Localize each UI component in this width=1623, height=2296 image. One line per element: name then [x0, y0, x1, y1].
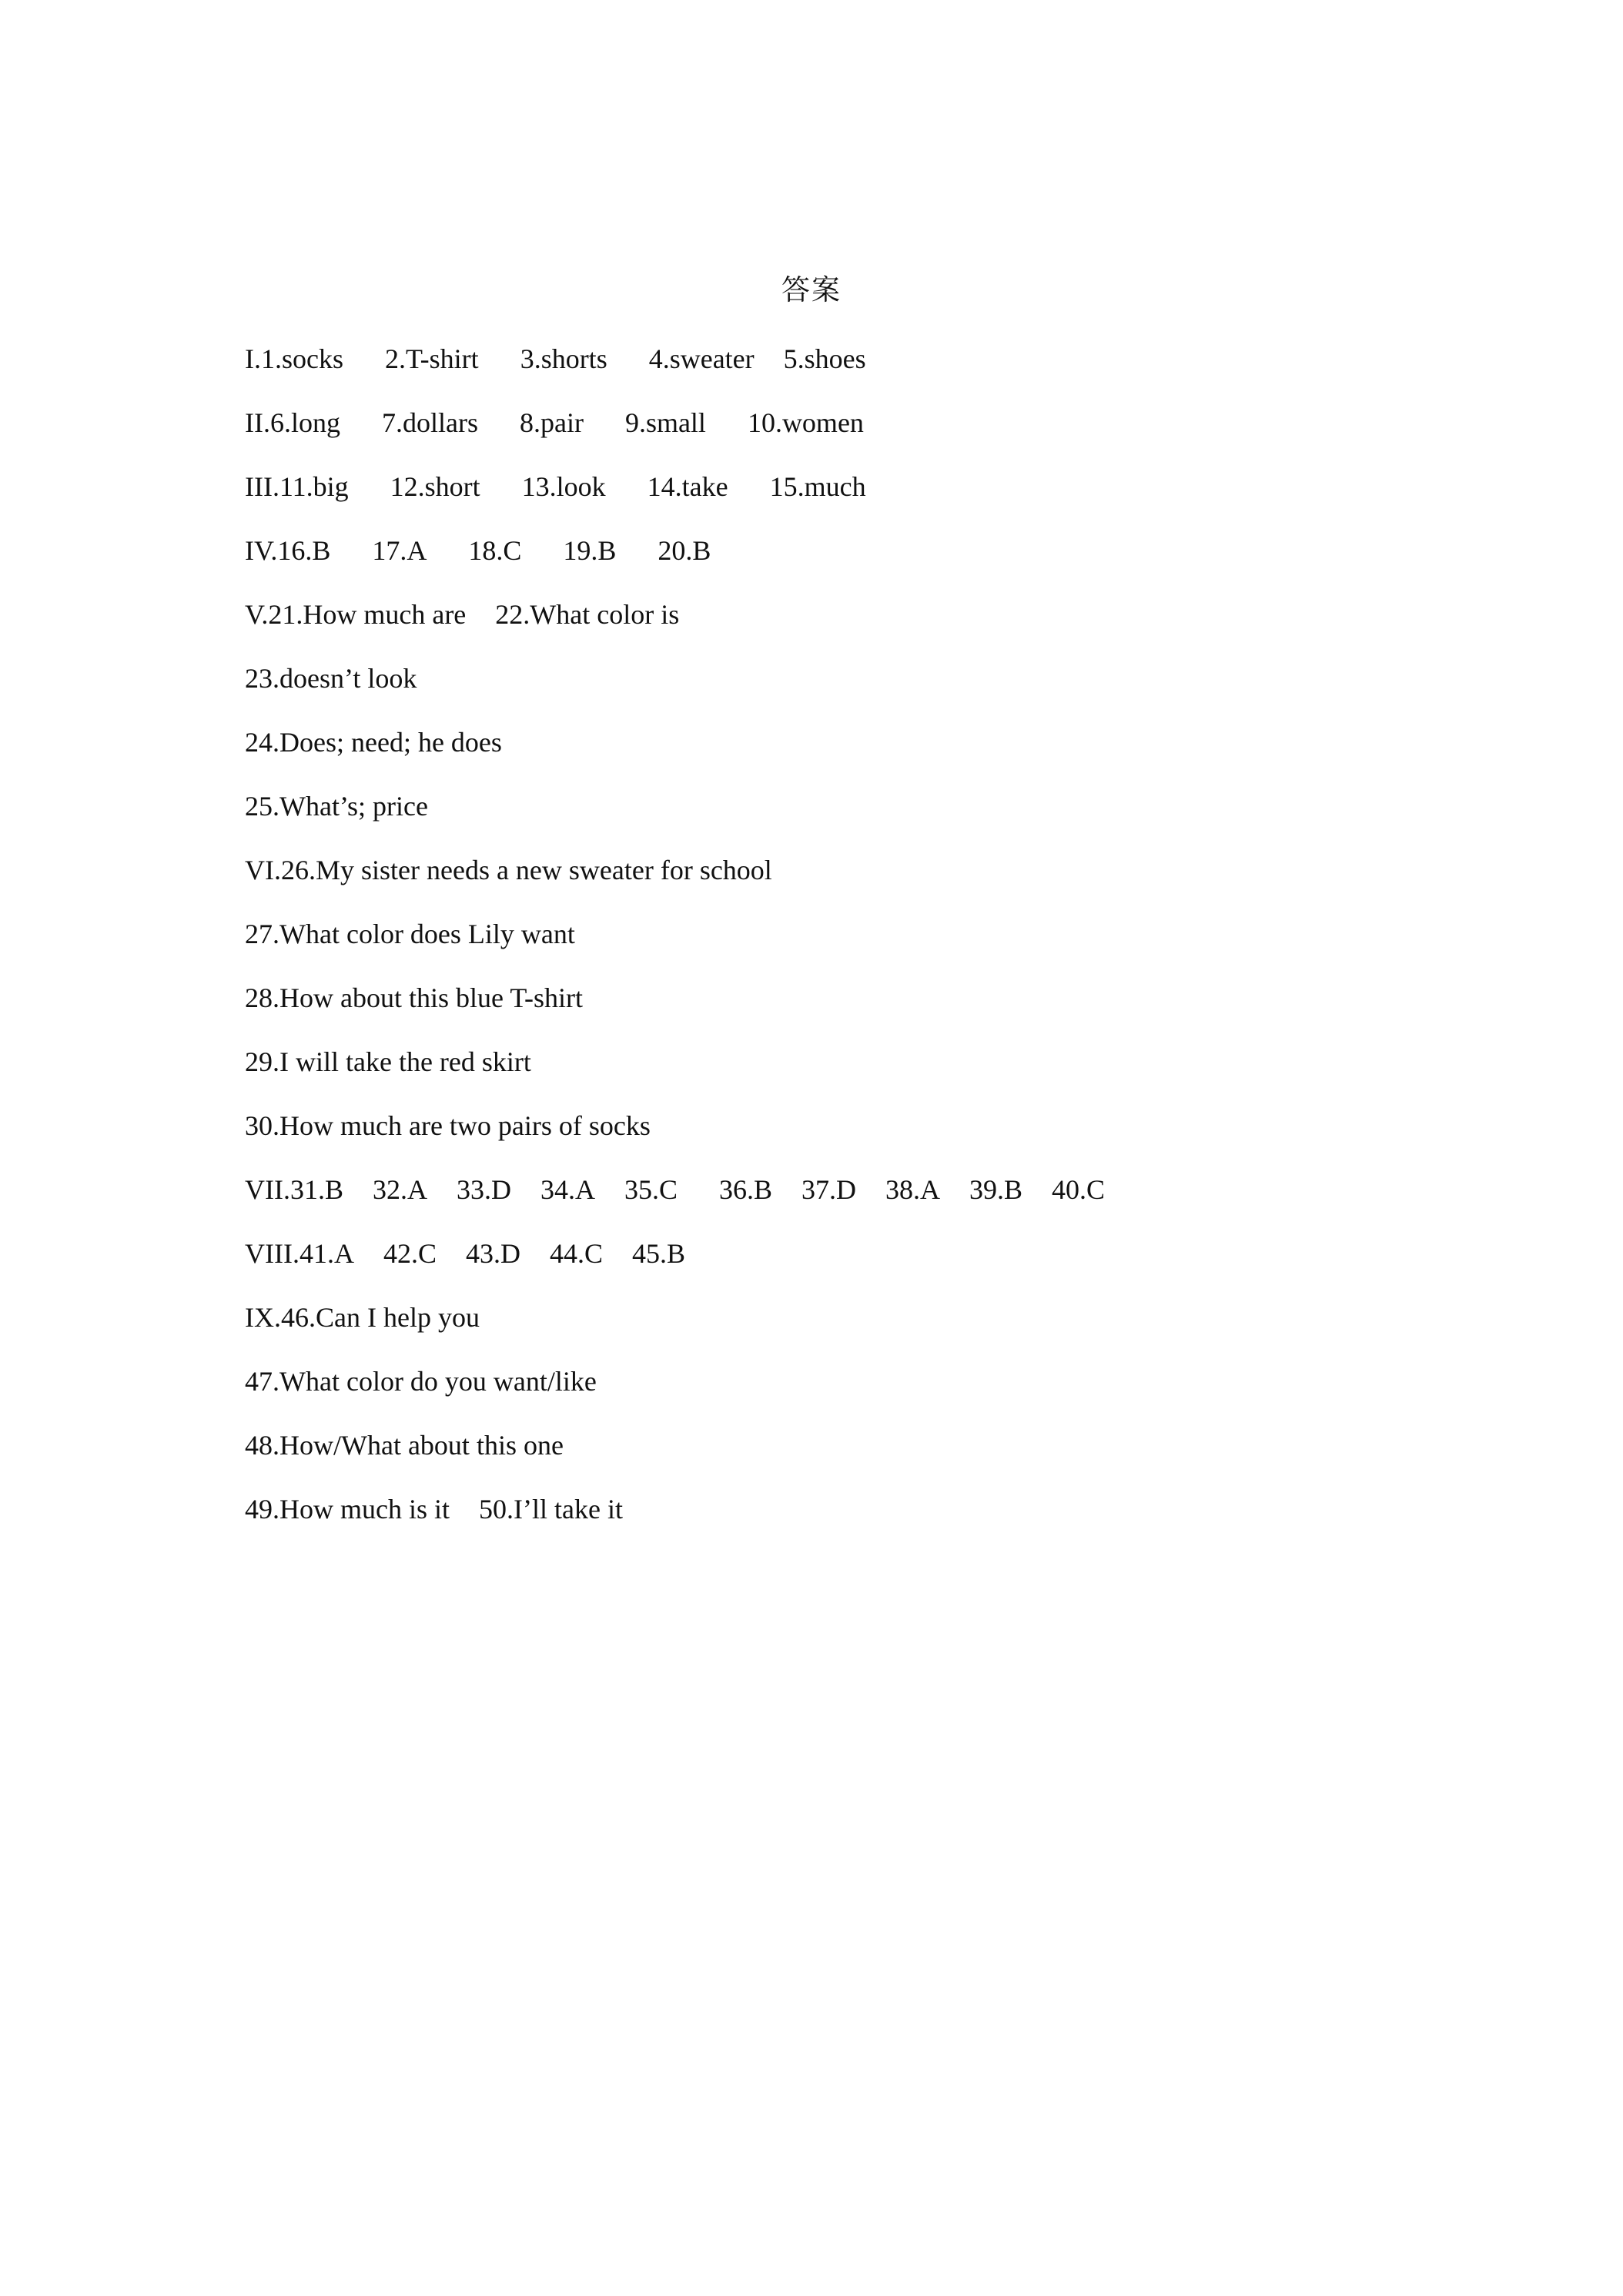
answer-item: 8.pair: [519, 407, 584, 438]
answer-item: IV.16.B: [245, 535, 331, 566]
answer-item: 13.look: [521, 471, 606, 502]
answer-item: 49.How much is it: [245, 1494, 450, 1525]
answer-item: 9.small: [624, 407, 706, 438]
answer-item: 37.D: [801, 1174, 857, 1205]
answer-line-section-4: [245, 531, 1469, 595]
answer-item: V.21.How much are: [245, 599, 467, 630]
answer-line-section-3: [245, 467, 1469, 531]
answer-item: 45.B: [632, 1238, 686, 1269]
answer-item: 34.A: [540, 1174, 595, 1205]
answer-item: 3.shorts: [520, 343, 607, 374]
answer-item: 19.B: [563, 535, 617, 566]
answer-item: 5.shoes: [783, 343, 866, 374]
answer-line-26: VI.26.My sister needs a new sweater for school: [245, 855, 772, 885]
answer-line-48: 48.How/What about this one: [245, 1430, 564, 1461]
answer-item: 4.sweater: [648, 343, 755, 374]
answer-line-47: 47.What color do you want/like: [245, 1366, 597, 1397]
answer-item: 40.C: [1052, 1174, 1106, 1205]
answer-item: 44.C: [549, 1238, 603, 1269]
answer-line-25: 25.What’s; price: [245, 791, 428, 822]
answer-item: 10.women: [747, 407, 864, 438]
answer-item: II.6.long: [245, 407, 340, 438]
answer-item: 18.C: [468, 535, 522, 566]
answer-item: 12.short: [390, 471, 480, 502]
answer-item: 7.dollars: [381, 407, 478, 438]
answer-line-29: 29.I will take the red skirt: [245, 1046, 531, 1077]
answer-line-section-2: [245, 403, 1469, 467]
answer-item: 15.much: [769, 471, 866, 502]
answer-item: 2.T-shirt: [385, 343, 479, 374]
answer-item: 35.C: [624, 1174, 678, 1205]
answer-line-28: 28.How about this blue T-shirt: [245, 982, 583, 1013]
answer-item: 36.B: [719, 1174, 773, 1205]
answer-item: I.1.socks: [245, 343, 343, 374]
answer-item: 43.D: [465, 1238, 520, 1269]
answer-item: 20.B: [658, 535, 711, 566]
answer-item: 22.What color is: [495, 599, 680, 630]
answer-line-23: 23.doesn’t look: [245, 663, 417, 694]
answer-item: VIII.41.A: [245, 1238, 354, 1269]
answer-line-27: 27.What color does Lily want: [245, 919, 575, 949]
answer-line-30: 30.How much are two pairs of socks: [245, 1110, 651, 1141]
answer-item: 33.D: [457, 1174, 511, 1205]
answer-item: 14.take: [647, 471, 728, 502]
answer-line-24: 24.Does; need; he does: [245, 727, 502, 758]
answer-item: 39.B: [969, 1174, 1023, 1205]
answer-line-46: IX.46.Can I help you: [245, 1302, 480, 1333]
answer-line-section-5: [245, 595, 1469, 659]
answer-item: 42.C: [383, 1238, 437, 1269]
answer-item: III.11.big: [245, 471, 349, 502]
answer-line-section-8: [245, 1234, 1469, 1298]
answer-item: 17.A: [372, 535, 427, 566]
answer-item: 38.A: [885, 1174, 941, 1205]
answer-item: 32.A: [373, 1174, 427, 1205]
page-title: 答案: [781, 273, 842, 306]
answer-item: 50.I’ll take it: [479, 1494, 623, 1525]
answer-line-49-50: [245, 1490, 1469, 1554]
answer-line-section-1: [245, 340, 1469, 403]
answer-line-section-7: [245, 1170, 1469, 1234]
answer-list: [245, 340, 1469, 1554]
answer-item: VII.31.B: [245, 1174, 343, 1205]
